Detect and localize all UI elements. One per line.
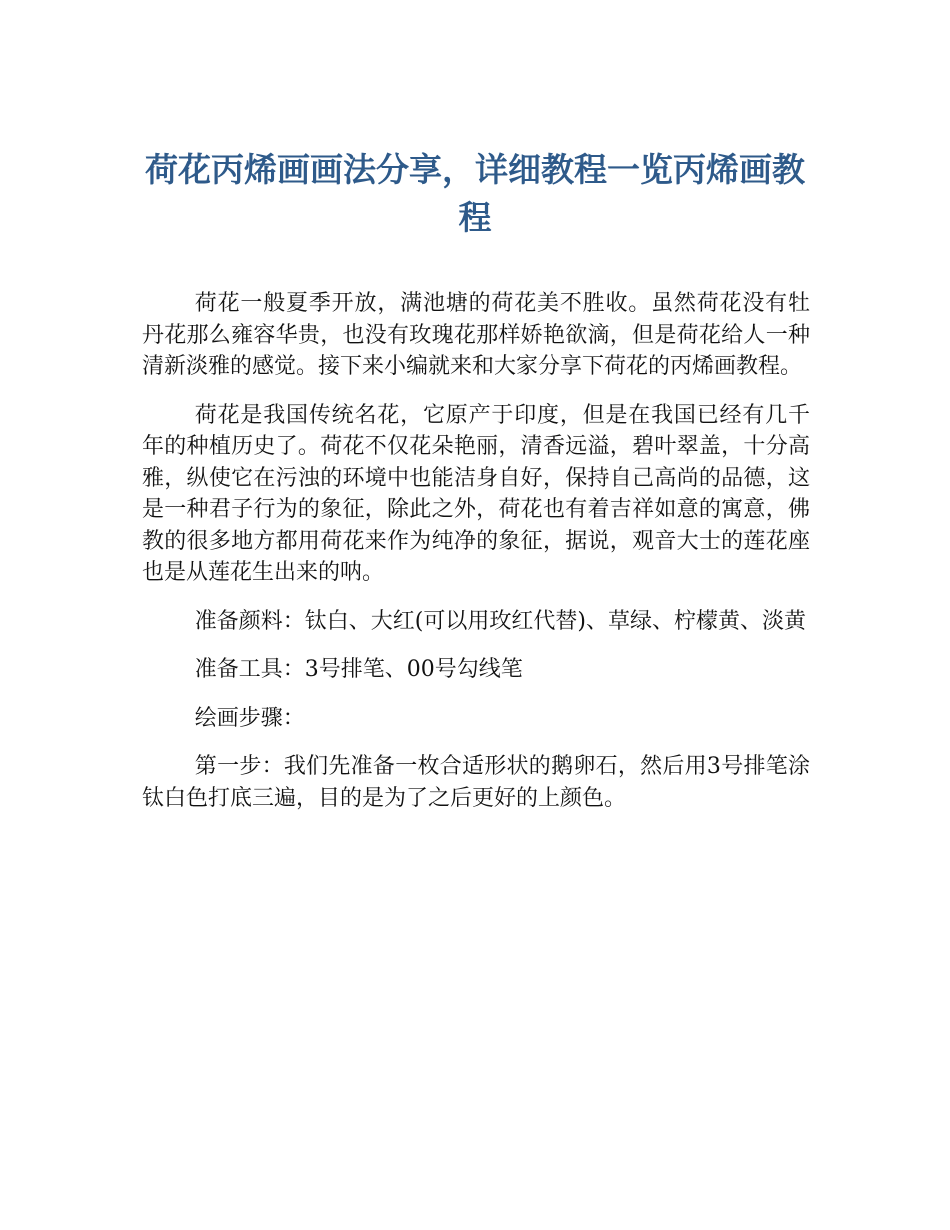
paragraph-steps-heading: 绘画步骤： (194, 705, 305, 731)
paragraph-history: 荷花是我国传统名花，它原产于印度，但是在我国已经有几千年的种植历史了。荷花不仅花朵艳丽，清香远溢，碧叶翠盖，十分高雅，纵使它在污浊的环境中也能洁身自好，保持自己高尚的品德，这是一种君子行为的象征，除此之外，荷花也有着吉祥如意的寓意，佛教的很多地方都用荷花来作为纯净的象征，据说，观音大士的莲花座也是从莲花生出来的呐。 (142, 402, 810, 585)
document-body (142, 288, 810, 831)
paragraph-step-one: 第一步：我们先准备一枚合适形状的鹅卵石，然后用3号排笔涂钛白色打底三遍，目的是为了之后更好的上颜色。 (142, 754, 810, 811)
paragraph-intro: 荷花一般夏季开放，满池塘的荷花美不胜收。虽然荷花没有牡丹花那么雍容华贵，也没有玫瑰花那样娇艳欲滴，但是荷花给人一种清新淡雅的感觉。接下来小编就来和大家分享下荷花的丙烯画教程。 (142, 291, 810, 379)
paragraph-paints: 准备颜料：钛白、大红(可以用玫红代替)、草绿、柠檬黄、淡黄 (194, 608, 806, 634)
paragraph-tools: 准备工具：3号排笔、00号勾线笔 (194, 657, 523, 682)
document-title: 荷花丙烯画画法分享，详细教程一览丙烯画教程 (145, 150, 805, 237)
